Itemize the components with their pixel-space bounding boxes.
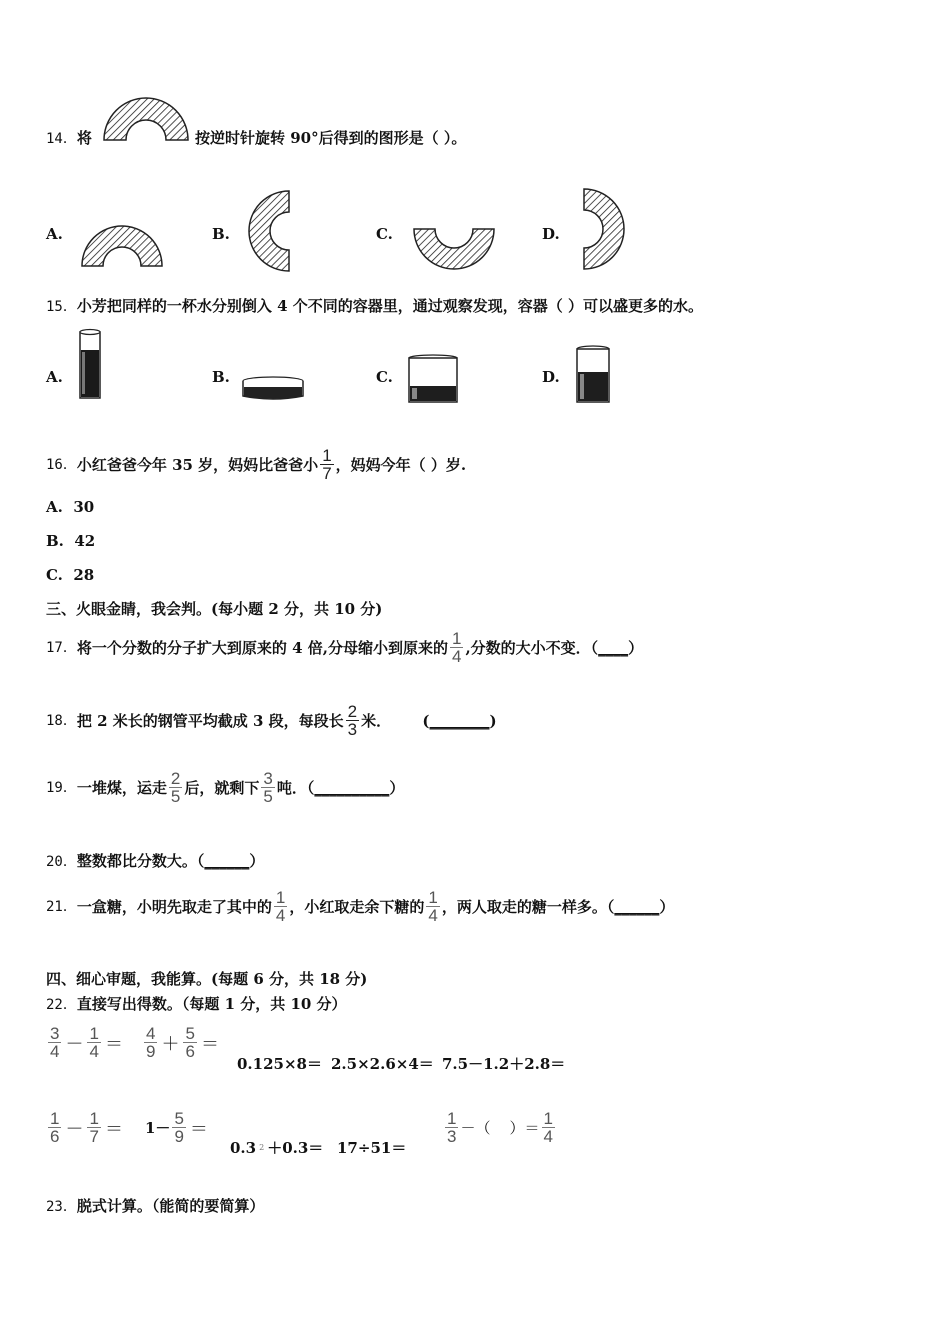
option-c[interactable]: C. xyxy=(376,368,393,386)
fraction: $\frac{3}{4}$ xyxy=(50,1024,60,1061)
question-number: 21． xyxy=(46,898,77,915)
question-15: 15．小芳把同样的一杯水分别倒入 4 个不同的容器里，通过观察发现，容器（ ）可以盛更多的水。 xyxy=(46,297,703,315)
calc-item: $\frac{1}{6}$ － $\frac{1}{7}$ ＝ xyxy=(50,1109,123,1146)
half-ring-figure xyxy=(100,96,192,144)
option-b[interactable]: B. xyxy=(212,225,230,243)
answer-blank[interactable]: __________ xyxy=(314,778,390,797)
calc-item: $\frac{3}{4}$ － $\frac{1}{4}$ ＝ xyxy=(50,1024,123,1061)
calc-item: 17÷51＝ xyxy=(337,1139,407,1157)
option-c[interactable]: C. 28 xyxy=(46,566,95,584)
fraction: $\frac{5}{9}$ xyxy=(174,1109,184,1146)
option-b[interactable]: B. 42 xyxy=(46,532,96,550)
question-number: 22． xyxy=(46,997,77,1013)
fraction: $\frac{1}{7}$ xyxy=(89,1109,99,1146)
question-number: 16． xyxy=(46,456,77,473)
question-21: 21． 一盒糖，小明先取走了其中的 $\frac{1}{4}$ ，小红取走余下糖的 $\frac{1}{4}$ ，两人取走的糖一样多。（ ______ ） xyxy=(46,888,675,925)
calc-item: 2.5×2.6×4＝ xyxy=(331,1055,434,1073)
question-20: 20．整数都比分数大。（______） xyxy=(46,852,265,870)
question-number: 23． xyxy=(46,1199,77,1215)
fraction: $\frac{5}{6}$ xyxy=(185,1024,195,1061)
fraction: $\frac{2}{3}$ xyxy=(347,702,358,739)
question-16: 16． 小红爸爸今年 35 岁，妈妈比爸爸小 $\frac{1}{7}$ ，妈妈今年（ ）岁. xyxy=(46,446,467,483)
question-number: 15． xyxy=(46,299,77,315)
half-ring-option-d-icon xyxy=(580,186,630,272)
question-14-text: 按逆时针旋转 90°后得到的图形是（ ）。 xyxy=(195,129,467,147)
fraction: $\frac{3}{5}$ xyxy=(263,769,273,806)
half-ring-option-b-icon xyxy=(243,188,293,274)
fraction: $\frac{1}{4}$ xyxy=(451,629,462,666)
section-heading-3: 三、火眼金睛，我会判。(每小题 2 分，共 10 分) xyxy=(46,600,383,618)
question-19: 19． 一堆煤，运走 $\frac{2}{5}$ 后，就剩下 $\frac{3}{5}$ 吨．（ __________ ） xyxy=(46,769,405,806)
question-number: 14． xyxy=(46,131,77,147)
calc-item: $\frac{4}{9}$ ＋ $\frac{5}{6}$ ＝ xyxy=(146,1024,219,1061)
question-number: 17． xyxy=(46,639,77,656)
calc-item: 0.3 2 ＋0.3＝ xyxy=(230,1138,324,1157)
half-ring-option-c-icon xyxy=(410,226,498,274)
question-14: 14．将 xyxy=(46,129,92,147)
fraction: $\frac{1}{7}$ xyxy=(322,446,332,483)
option-d[interactable]: D. xyxy=(542,368,560,386)
question-number: 18． xyxy=(46,712,77,729)
calc-item: 0.125×8＝ xyxy=(237,1055,322,1073)
fraction: $\frac{1}{6}$ xyxy=(50,1109,60,1146)
answer-blank[interactable]: ____ xyxy=(598,638,629,657)
option-d[interactable]: D. xyxy=(542,225,560,243)
calc-item: 7.5－1.2＋2.8＝ xyxy=(442,1055,566,1073)
option-a[interactable]: A. 30 xyxy=(46,498,95,516)
fraction: $\frac{4}{9}$ xyxy=(146,1024,156,1061)
fraction: $\frac{1}{4}$ xyxy=(543,1109,554,1146)
fraction: $\frac{1}{3}$ xyxy=(447,1109,457,1146)
calc-item: 1－ $\frac{5}{9}$ ＝ xyxy=(145,1109,208,1146)
fraction: $\frac{1}{4}$ xyxy=(89,1024,99,1061)
option-b[interactable]: B. xyxy=(212,368,230,386)
option-a[interactable]: A. xyxy=(46,225,63,243)
half-ring-option-a-icon xyxy=(78,222,166,270)
medium-container-icon xyxy=(572,344,614,406)
section-heading-4: 四、细心审题，我能算。(每题 6 分，共 18 分) xyxy=(46,970,368,988)
question-23: 23．脱式计算。（能简的要简算） xyxy=(46,1197,265,1215)
answer-blank[interactable]: ______ xyxy=(614,897,660,916)
question-18: 18． 把 2 米长的钢管平均截成 3 段，每段长 $\frac{2}{3}$ 米． ( ________ ) xyxy=(46,702,497,739)
question-number: 20． xyxy=(46,854,77,870)
answer-blank[interactable]: ________ xyxy=(429,711,490,730)
question-number: 19． xyxy=(46,779,77,796)
question-17: 17． 将一个分数的分子扩大到原来的 4 倍,分母缩小到原来的 $\frac{1}{4}$ ,分数的大小不变．（ ____ ） xyxy=(46,629,644,666)
fraction: $\frac{1}{4}$ xyxy=(275,888,286,925)
option-c[interactable]: C. xyxy=(376,225,393,243)
wide-flat-container-icon xyxy=(240,372,306,402)
option-a[interactable]: A. xyxy=(46,368,63,386)
wide-container-icon xyxy=(404,352,462,406)
calc-item: $\frac{1}{3}$ －（ ）＝ $\frac{1}{4}$ xyxy=(447,1109,554,1146)
tall-narrow-container-icon xyxy=(76,328,104,402)
answer-blank[interactable]: ______ xyxy=(204,852,250,870)
question-22: 22．直接写出得数。（每题 1 分，共 10 分） xyxy=(46,995,347,1013)
fraction: $\frac{1}{4}$ xyxy=(428,888,438,925)
fraction: $\frac{2}{5}$ xyxy=(170,769,181,806)
